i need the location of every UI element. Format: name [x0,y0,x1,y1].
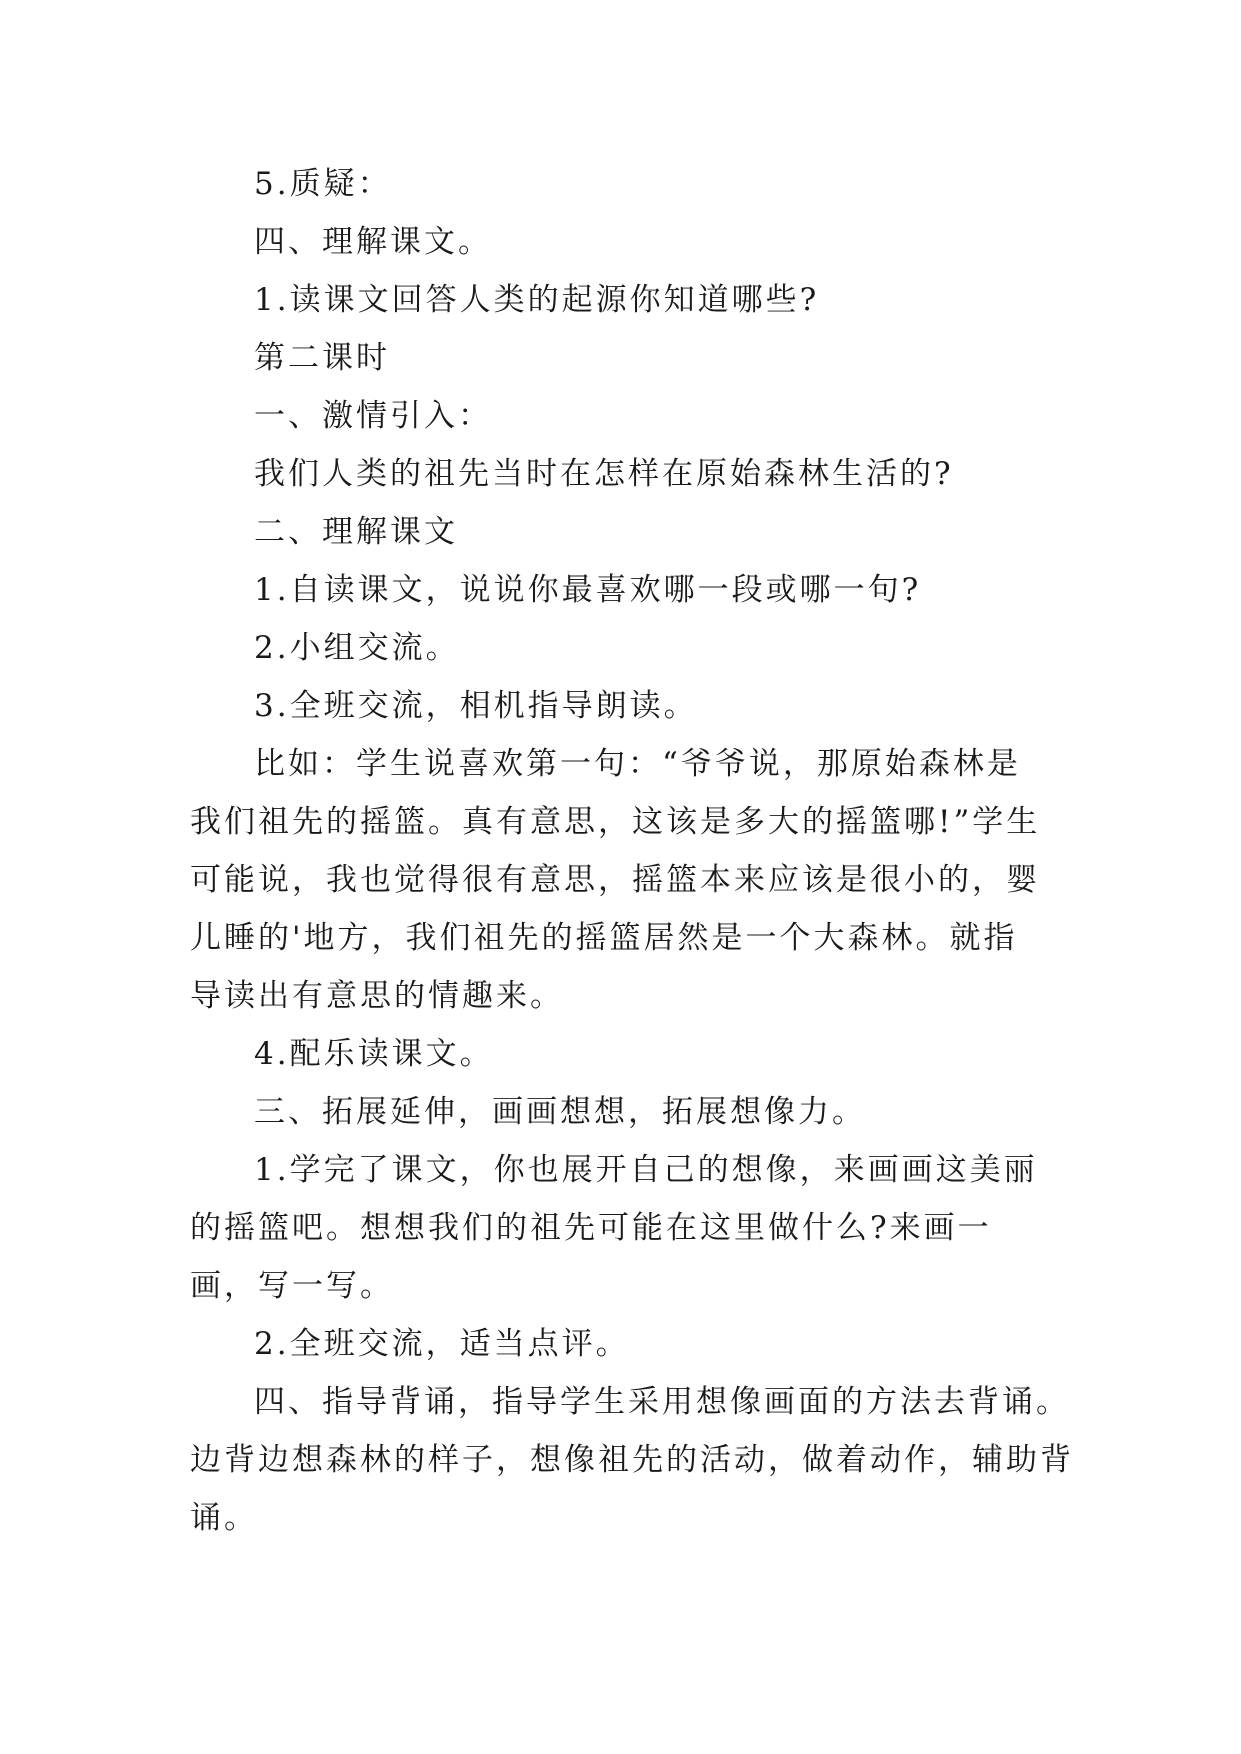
paragraph-11: 比如：学生说喜欢第一句：“爷爷说，那原始森林是我们祖先的摇篮。真有意思，这该是多大的摇篮哪!”学生可能说，我也觉得很有意思，摇篮本来应该是很小的，婴儿睡的'地方，我们祖先的摇篮居然是一个大森林。就指导读出有意思的情趣来。 [190,746,1041,1014]
paragraph-14: 1.学完了课文，你也展开自己的想像，来画画这美丽的摇篮吧。想想我们的祖先可能在这里做什么?来画一画，写一写。 [190,1152,1038,1304]
document-body [190,155,1074,1547]
paragraph-9: 2.小组交流。 [254,630,460,666]
paragraph-4: 第二课时 [254,340,390,376]
paragraph-10: 3.全班交流，相机指导朗读。 [254,688,698,724]
paragraph-3: 1.读课文回答人类的起源你知道哪些? [254,282,820,318]
paragraph-8: 1.自读课文，说说你最喜欢哪一段或哪一句? [254,572,922,608]
paragraph-1: 5.质疑： [254,166,392,202]
paragraph-13: 三、拓展延伸，画画想想，拓展想像力。 [254,1094,866,1130]
paragraph-5: 一、激情引入： [254,398,492,434]
paragraph-6: 我们人类的祖先当时在怎样在原始森林生活的? [254,456,954,492]
paragraph-2: 四、理解课文。 [254,224,492,260]
paragraph-15: 2.全班交流，适当点评。 [254,1326,630,1362]
paragraph-12: 4.配乐读课文。 [254,1036,494,1072]
paragraph-16: 四、指导背诵，指导学生采用想像画面的方法去背诵。边背边想森林的样子，想像祖先的活动，做着动作，辅助背诵。 [190,1384,1074,1536]
paragraph-7: 二、理解课文 [254,514,458,550]
